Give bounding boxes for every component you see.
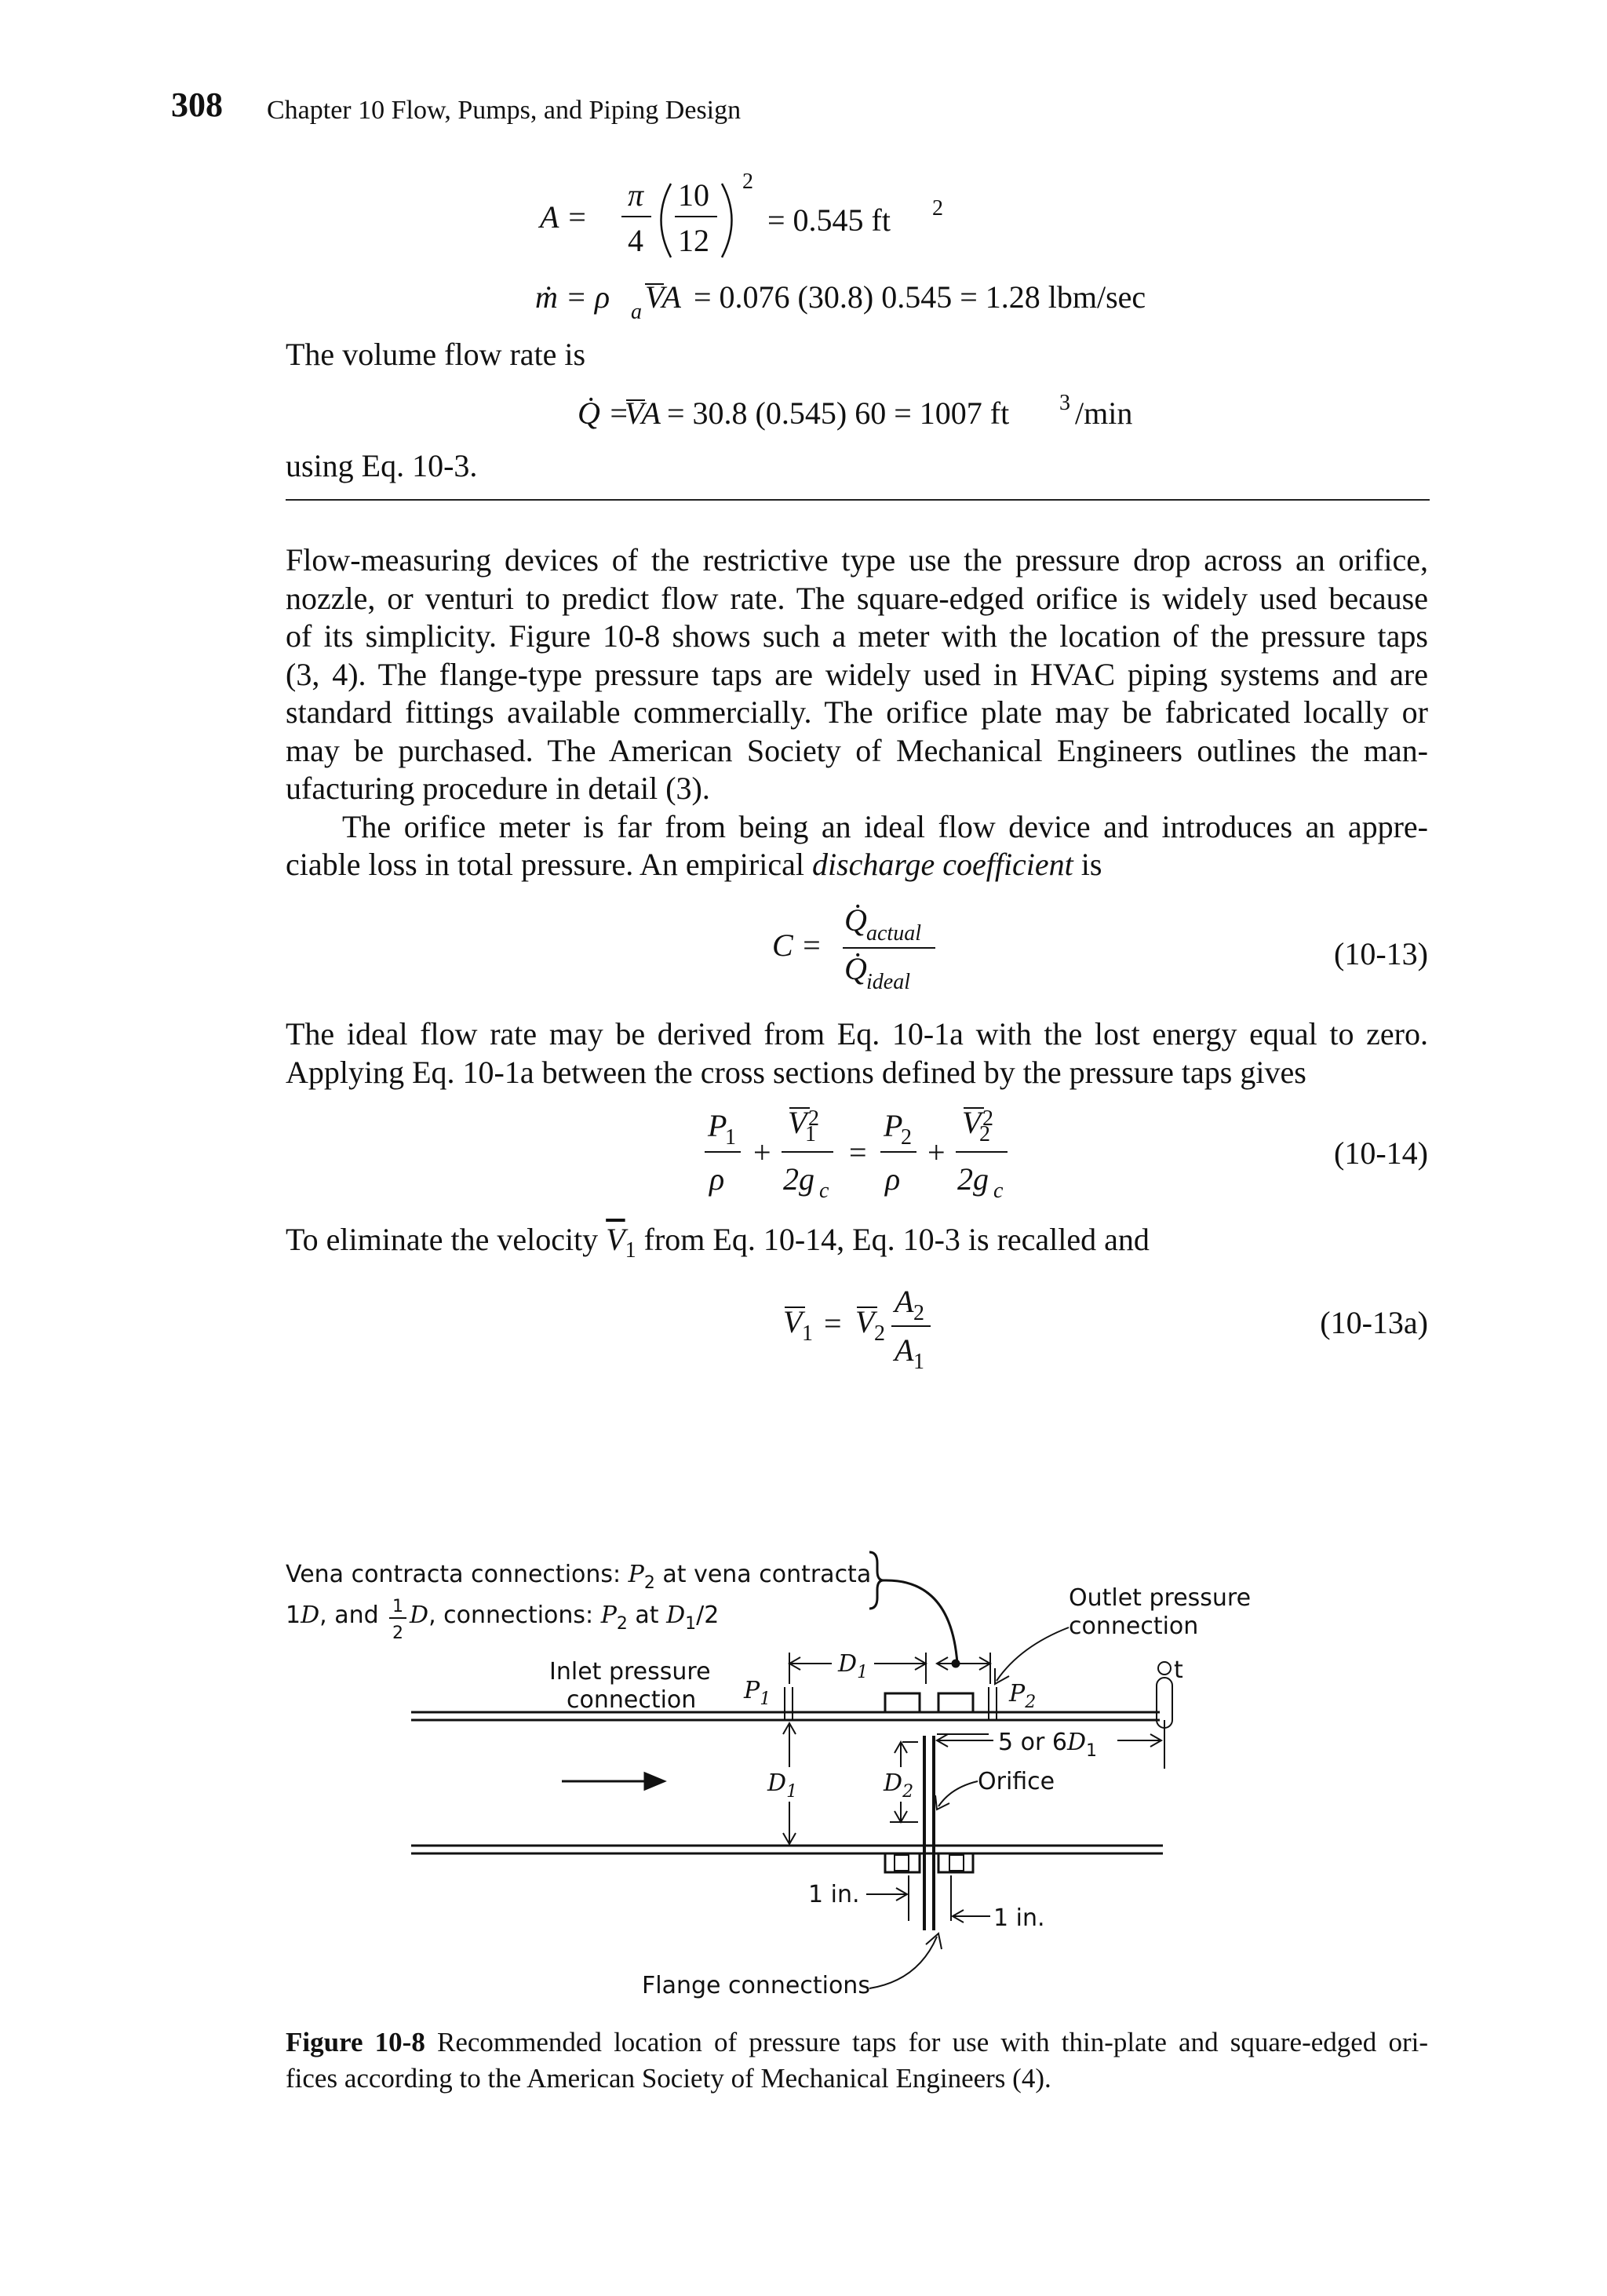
label-flange-connections: Flange connections	[642, 1972, 870, 1999]
text-span: D	[666, 1602, 686, 1629]
eq13-num: Q̇	[844, 902, 867, 938]
text-line: (3, 4). The flange-type pressure taps are widely used in HVAC piping systems and are	[286, 656, 1428, 692]
velocity-sub: 1	[625, 1238, 636, 1263]
eq13-den-sub: ideal	[866, 970, 910, 994]
label-d1	[767, 1769, 797, 1802]
eq14-plus2: +	[927, 1135, 946, 1170]
area-lhs: A =	[540, 199, 588, 235]
eq14-p2: P	[884, 1108, 903, 1143]
text-line: Flow-measuring devices of the restrictive type use the pressure drop across an orifice,	[286, 542, 1428, 578]
eq14-v1-sub: 1	[805, 1122, 816, 1146]
text-span: /2	[696, 1602, 720, 1629]
text-span: P	[744, 1677, 760, 1704]
text-span: 1	[786, 1782, 798, 1802]
example-end-rule	[286, 499, 1430, 501]
text-span: 1	[286, 1602, 301, 1629]
label-outlet-2: connection	[1069, 1613, 1199, 1640]
text-span: 1	[760, 1689, 771, 1709]
text-line: standard fittings available commercially. The orifice plate may be fabricated locally or	[286, 694, 1428, 730]
eq14-v2-exp: 2	[982, 1106, 993, 1131]
text-span: To eliminate the velocity	[286, 1222, 607, 1257]
text-span: 1	[685, 1614, 697, 1634]
using-eq: using Eq. 10-3.	[286, 448, 478, 483]
label-half-den: 2	[392, 1624, 403, 1643]
equation-10-13a	[777, 1273, 965, 1383]
eq13-num-sub: actual	[866, 921, 921, 946]
equation-10-13	[769, 895, 957, 1004]
area-twelve: 12	[678, 223, 709, 258]
paragraph-ideal-flow	[286, 1015, 1428, 1092]
figure-caption	[286, 2024, 1428, 2097]
figure-labels	[286, 1561, 1251, 1999]
text-span: 2	[902, 1782, 914, 1802]
text-span: Recommended location of pressure taps for use with thin-plate and square-edged ori-	[425, 2027, 1428, 2057]
eq14-rho2: ρ	[885, 1161, 901, 1197]
volume-lhs: Q̇ =	[578, 395, 629, 431]
volume-va: VA	[625, 395, 661, 431]
label-1in-left: 1 in.	[808, 1881, 860, 1908]
label-t: t	[1174, 1656, 1183, 1684]
equation-mass-flow	[530, 268, 1237, 323]
text-span: at	[627, 1602, 667, 1629]
text-line: ufacturing procedure in detail (3).	[286, 771, 710, 806]
caption-line: fices according to the American Society of Mechanical Engineers (4).	[286, 2063, 1051, 2094]
text-span: at vena contracta	[654, 1561, 872, 1588]
paragraph-flow-measuring	[286, 541, 1428, 884]
text-line: of its simplicity. Figure 10-8 shows such a meter with the location of the pressure taps	[286, 618, 1428, 654]
eq14-v2-sub: 2	[979, 1122, 990, 1146]
eq13a-a1-sub: 1	[913, 1350, 924, 1374]
eq13a-equals: =	[824, 1306, 842, 1341]
label-p1	[743, 1677, 771, 1709]
eq13a-v1: V	[783, 1304, 803, 1339]
equation-10-14	[698, 1097, 1028, 1215]
eq14-v2: V	[962, 1105, 982, 1140]
text-span: , connections:	[428, 1602, 601, 1629]
text-span: is	[1073, 847, 1102, 882]
label-vena-contracta	[286, 1561, 871, 1593]
eq14-2gc2: 2g	[957, 1161, 989, 1197]
area-ten: 10	[678, 177, 709, 213]
eq14-p1: P	[708, 1108, 727, 1143]
text-span: 2	[1025, 1693, 1037, 1712]
paragraph-eliminate-velocity	[286, 1221, 1150, 1270]
text-span: from Eq. 10-14, Eq. 10-3 is recalled and	[636, 1222, 1150, 1257]
eq14-c2: c	[993, 1179, 1004, 1203]
eq14-plus: +	[753, 1135, 771, 1170]
running-head: Chapter 10 Flow, Pumps, and Piping Design	[267, 96, 742, 125]
mass-rhs: = 0.076 (30.8) 0.545 = 1.28 lbm/sec	[694, 279, 1146, 315]
text-span: D	[301, 1602, 320, 1629]
text-span: P	[600, 1602, 617, 1629]
text-span: D	[838, 1650, 858, 1678]
label-d1-top	[837, 1650, 868, 1682]
label-d2	[883, 1769, 913, 1802]
eq13a-v2: V	[855, 1304, 875, 1339]
text-span: 2	[643, 1573, 655, 1593]
label-orifice: Orifice	[978, 1768, 1055, 1795]
equation-area	[534, 166, 973, 268]
volume-exp: 3	[1059, 391, 1070, 415]
text-line: nozzle, or venturi to predict flow rate. The square-edged orifice is widely used because	[286, 580, 1428, 616]
area-pi: π	[628, 177, 644, 213]
text-span: P	[1009, 1680, 1026, 1707]
text-span: 2	[616, 1614, 628, 1634]
eq14-p1-sub: 1	[725, 1125, 736, 1150]
label-1in-right: 1 in.	[993, 1904, 1045, 1932]
eq13a-v1-sub: 1	[802, 1321, 813, 1346]
eq-number-10-14: (10-14)	[1334, 1135, 1428, 1171]
text-span: D	[1066, 1729, 1086, 1756]
eq13-den: Q̇	[844, 951, 867, 986]
text-line: Applying Eq. 10-1a between the cross sections defined by the pressure taps gives	[286, 1054, 1306, 1090]
area-four: 4	[628, 223, 643, 258]
equation-volume-flow	[573, 383, 1216, 438]
text-span: 1	[857, 1663, 869, 1682]
eq14-rho: ρ	[709, 1161, 725, 1197]
eq13a-a2: A	[895, 1284, 914, 1319]
velocity-v: $\overline{V}$	[606, 1222, 625, 1257]
label-1d-rest	[409, 1602, 719, 1634]
label-inlet-2: connection	[567, 1686, 697, 1714]
text-line: The orifice meter is far from being an ideal flow device and introduces an appre-	[342, 808, 1428, 844]
eq13a-v2-sub: 2	[874, 1321, 885, 1346]
area-exp: 2	[742, 169, 753, 194]
text-span: D	[767, 1769, 787, 1797]
text-span: D	[410, 1602, 429, 1629]
eq14-2gc: 2g	[783, 1161, 814, 1197]
volume-intro: The volume flow rate is	[286, 337, 586, 372]
page-number: 308	[171, 86, 223, 124]
eq14-v1: V	[788, 1105, 807, 1140]
text-span: ciable loss in total pressure. An empirical	[286, 847, 812, 882]
text-span: D	[884, 1769, 903, 1797]
eq13-lhs: C =	[772, 928, 822, 963]
eq14-v1-exp: 2	[808, 1106, 819, 1131]
area-result: = 0.545 ft	[767, 202, 891, 238]
text-span: P	[628, 1561, 644, 1588]
area-result-exp: 2	[932, 196, 943, 220]
mass-va: VA	[645, 279, 681, 315]
label-inlet-1: Inlet pressure	[549, 1658, 711, 1686]
volume-unit: /min	[1075, 395, 1133, 431]
label-half-num: 1	[392, 1597, 403, 1616]
text-span: 1	[1086, 1741, 1097, 1761]
eq-number-10-13: (10-13)	[1334, 936, 1428, 971]
text-line: The ideal flow rate may be derived from Eq. 10-1a with the lost energy equal to zero.	[286, 1016, 1428, 1051]
text-span: Vena contracta connections:	[286, 1561, 629, 1588]
text-line: may be purchased. The American Society of Mechanical Engineers outlines the man-	[286, 732, 1428, 768]
eq14-equals: =	[849, 1135, 867, 1170]
eq14-c: c	[819, 1179, 829, 1203]
eq14-p2-sub: 2	[901, 1125, 912, 1150]
label-5-or-6d1	[998, 1729, 1097, 1761]
mass-sub: a	[631, 300, 642, 323]
eq13a-a1: A	[895, 1332, 914, 1368]
term-discharge-coefficient: discharge coefficient	[811, 847, 1073, 882]
eq-number-10-13a: (10-13a)	[1320, 1305, 1428, 1340]
eq13a-a2-sub: 2	[913, 1301, 924, 1325]
caption-label: Figure 10-8	[286, 2027, 425, 2057]
label-1d-half-d	[286, 1602, 379, 1629]
volume-rhs: = 30.8 (0.545) 60 = 1007 ft	[667, 395, 1010, 431]
mass-lhs: ṁ = ρ	[535, 279, 610, 315]
label-p2	[1008, 1680, 1036, 1712]
text-line	[286, 846, 1428, 884]
text-span: 5 or 6	[998, 1729, 1067, 1756]
pipe-drawing	[411, 1552, 1172, 1988]
text-span: , and	[319, 1602, 379, 1629]
caption-line	[286, 2024, 1428, 2061]
label-outlet-1: Outlet pressure	[1069, 1584, 1252, 1612]
